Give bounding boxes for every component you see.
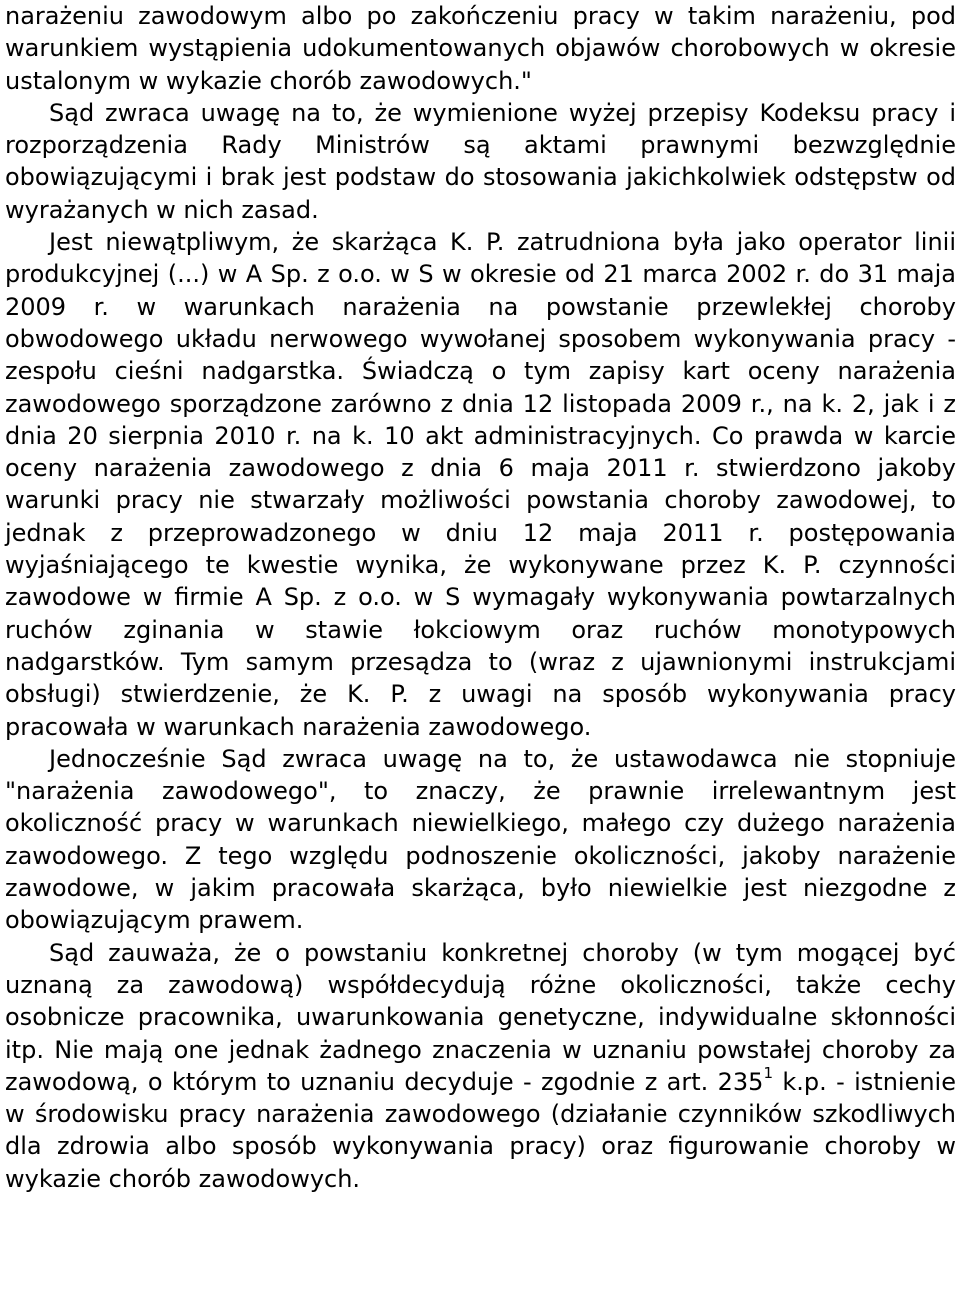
paragraph-exposure-degree	[5, 743, 956, 937]
paragraph-exposure-facts	[5, 226, 956, 743]
article-superscript: 1	[763, 1063, 773, 1082]
paragraph-disease-factors	[5, 937, 956, 1195]
paragraph-text: Jest niewątpliwym, że skarżąca K. P. zatrudniona była jako operator linii produkcyjnej (...) w A Sp. z o.o. w S w okresie od 21 marca 2002 r. do 31 maja 2009 r. w warunkach narażenia na powstanie przewlekłej choroby obwodowego układu nerwowego wywołanej sposobem wykonywania pracy - zespołu cieśni nadgarstka. Świadczą o tym zapisy kart oceny narażenia zawodowego sporządzone zarówno z dnia 12 listopada 2009 r., na k. 2, jak i z dnia 20 sierpnia 2010 r. na k. 10 akt administracyjnych. Co prawda w karcie oceny narażenia zawodowego z dnia 6 maja 2011 r. stwierdzono jakoby warunki pracy nie stwarzały możliwości powstania choroby zawodowej, to jednak z przeprowadzonego w dniu 12 maja 2011 r. postępowania wyjaśniającego te kwestie wynika, że wykonywane przez K. P. czynności zawodowe w firmie A Sp. z o.o. w S wymagały wykonywania powtarzalnych ruchów zginania w stawie łokciowym oraz ruchów monotypowych nadgarstków. Tym samym przesądza to (wraz z ujawnionymi instrukcjami obsługi) stwierdzenie, że K. P. z uwagi na sposób wykonywania pracy pracowała w warunkach narażenia zawodowego.	[5, 228, 956, 741]
paragraph-text: narażeniu zawodowym albo po zakończeniu pracy w takim narażeniu, pod warunkiem wystąpienia udokumentowanych objawów chorobowych w okresie ustalonym w wykazie chorób zawodowych."	[5, 2, 956, 95]
paragraph-text: Sąd zauważa, że o powstaniu konkretnej choroby (w tym mogącej być uznaną za zawodową) współdecydują różne okoliczności, także cechy osobnicze pracownika, uwarunkowania genetyczne, indywidualne skłonności itp. Nie mają one jednak żadnego znaczenia w uznaniu powstałej choroby za zawodową, o którym to uznaniu decyduje - zgodnie z art. 235	[5, 938, 956, 1096]
paragraph-statute-binding	[5, 97, 956, 226]
paragraph-text: Sąd zwraca uwagę na to, że wymienione wyżej przepisy Kodeksu pracy i rozporządzenia Rady Ministrów są aktami prawnymi bezwzględnie obowiązującymi i brak jest podstaw do stosowania jakichkolwiek odstępstw od wyrażanych w nich zasad.	[5, 98, 956, 224]
document-page	[5, 0, 956, 1195]
paragraph-continuation	[5, 0, 956, 97]
paragraph-text: k.p. - istnienie w środowisku pracy narażenia zawodowego (działanie czynników szkodliwych dla zdrowia albo sposób wykonywania pracy) oraz figurowanie choroby w wykazie chorób zawodowych.	[5, 1067, 956, 1193]
paragraph-text: Jednocześnie Sąd zwraca uwagę na to, że ustawodawca nie stopniuje "narażenia zawodowego", to znaczy, że prawnie irrelewantnym jest okoliczność pracy w warunkach niewielkiego, małego czy dużego narażenia zawodowego. Z tego względu podnoszenie okoliczności, jakoby narażenie zawodowe, w jakim pracowała skarżąca, było niewielkie jest niezgodne z obowiązującym prawem.	[5, 744, 956, 935]
